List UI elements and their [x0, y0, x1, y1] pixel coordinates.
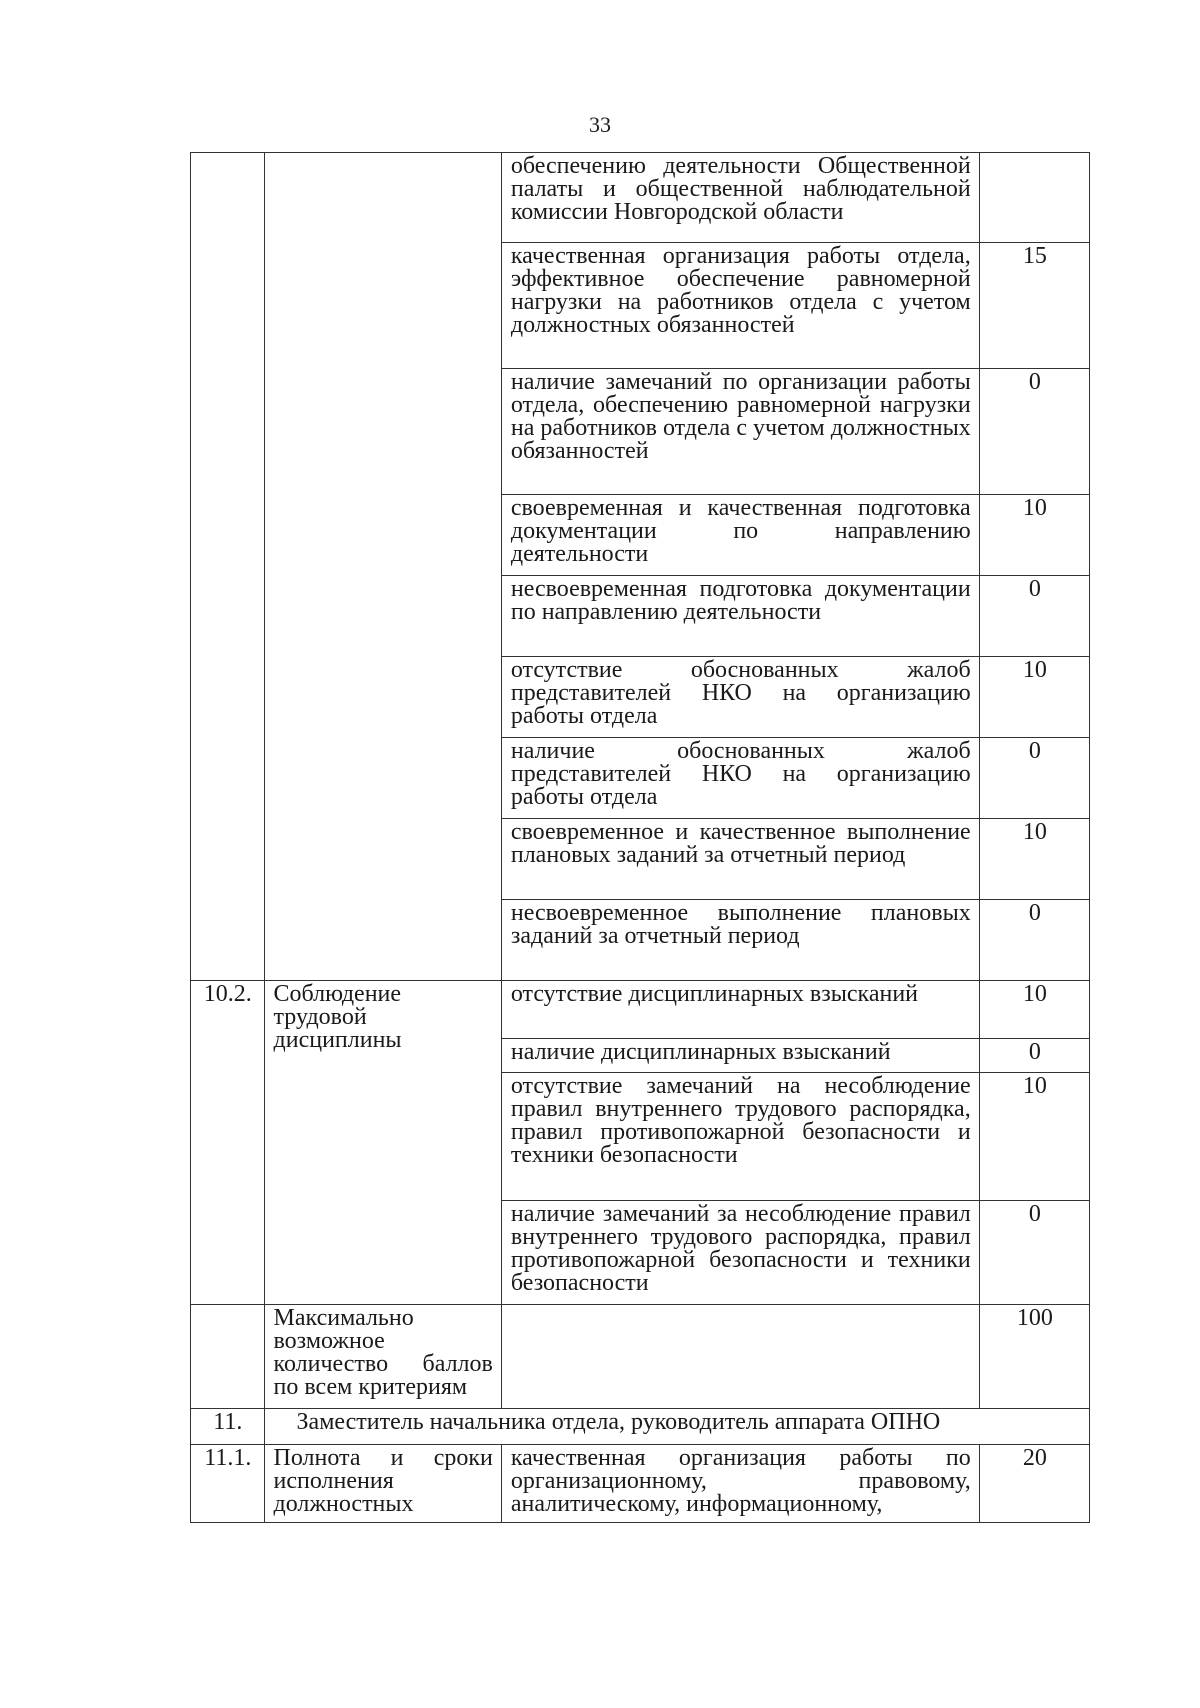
score-cell: 0 — [979, 576, 1089, 657]
table-row — [191, 1305, 1090, 1409]
number-cell — [191, 1305, 265, 1409]
criterion-cell: своевременное и качественное выполнение плановых заданий за отчетный период — [501, 819, 979, 900]
criterion-cell: отсутствие дисциплинарных взысканий — [501, 981, 979, 1039]
score-cell: 0 — [979, 900, 1089, 981]
score-cell: 0 — [979, 1201, 1089, 1305]
table-row — [191, 1409, 1090, 1445]
criterion-cell: наличие замечаний за несоблюдение правил внутреннего трудового распорядка, правил противопожарной безопасности и техники безопасности — [501, 1201, 979, 1305]
criterion-cell: отсутствие обоснованных жалоб представителей НКО на организацию работы отдела — [501, 657, 979, 738]
section-number: 10.2. — [191, 981, 265, 1305]
criterion-cell: отсутствие замечаний на несоблюдение правил внутреннего трудового распорядка, правил противопожарной безопасности и техники безопасности — [501, 1073, 979, 1201]
criterion-cell: несвоевременное выполнение плановых заданий за отчетный период — [501, 900, 979, 981]
score-cell: 15 — [979, 243, 1089, 369]
table-row — [191, 1445, 1090, 1523]
score-cell: 0 — [979, 1039, 1089, 1073]
score-cell: 10 — [979, 1073, 1089, 1201]
page-number: 33 — [589, 112, 611, 137]
score-cell: 0 — [979, 369, 1089, 495]
score-cell: 10 — [979, 495, 1089, 576]
criterion-cell — [501, 1305, 979, 1409]
section-name: Полнота и сроки исполнения должностных — [264, 1445, 501, 1523]
criterion-cell: качественная организация работы по организационному, правовому, аналитическому, информационному, — [501, 1445, 979, 1523]
score-cell: 10 — [979, 819, 1089, 900]
table-row — [191, 981, 1090, 1039]
name-cell — [264, 153, 501, 981]
section-number: 11.1. — [191, 1445, 265, 1523]
score-cell: 20 — [979, 1445, 1089, 1523]
criterion-cell: наличие обоснованных жалоб представителей НКО на организацию работы отдела — [501, 738, 979, 819]
criterion-cell: наличие замечаний по организации работы отдела, обеспечению равномерной нагрузки на работников отдела с учетом должностных обязанностей — [501, 369, 979, 495]
max-total-score: 100 — [979, 1305, 1089, 1409]
score-cell — [979, 153, 1089, 243]
criterion-cell: своевременная и качественная подготовка документации по направлению деятельности — [501, 495, 979, 576]
score-cell: 10 — [979, 657, 1089, 738]
score-cell: 0 — [979, 738, 1089, 819]
criterion-cell: качественная организация работы отдела, эффективное обеспечение равномерной нагрузки на работников отдела с учетом должностных обязанностей — [501, 243, 979, 369]
criterion-cell: несвоевременная подготовка документации по направлению деятельности — [501, 576, 979, 657]
number-cell — [191, 153, 265, 981]
section-number: 11. — [191, 1409, 265, 1445]
criteria-table — [190, 152, 1090, 1523]
section-name: Соблюдение трудовой дисциплины — [264, 981, 501, 1305]
criterion-cell: обеспечению деятельности Общественной палаты и общественной наблюдательной комиссии Новгородской области — [501, 153, 979, 243]
section-title: Заместитель начальника отдела, руководитель аппарата ОПНО — [264, 1409, 1089, 1445]
table-row — [191, 153, 1090, 243]
max-total-label: Максимально возможное количество баллов по всем критериям — [264, 1305, 501, 1409]
criterion-cell: наличие дисциплинарных взысканий — [501, 1039, 979, 1073]
score-cell: 10 — [979, 981, 1089, 1039]
